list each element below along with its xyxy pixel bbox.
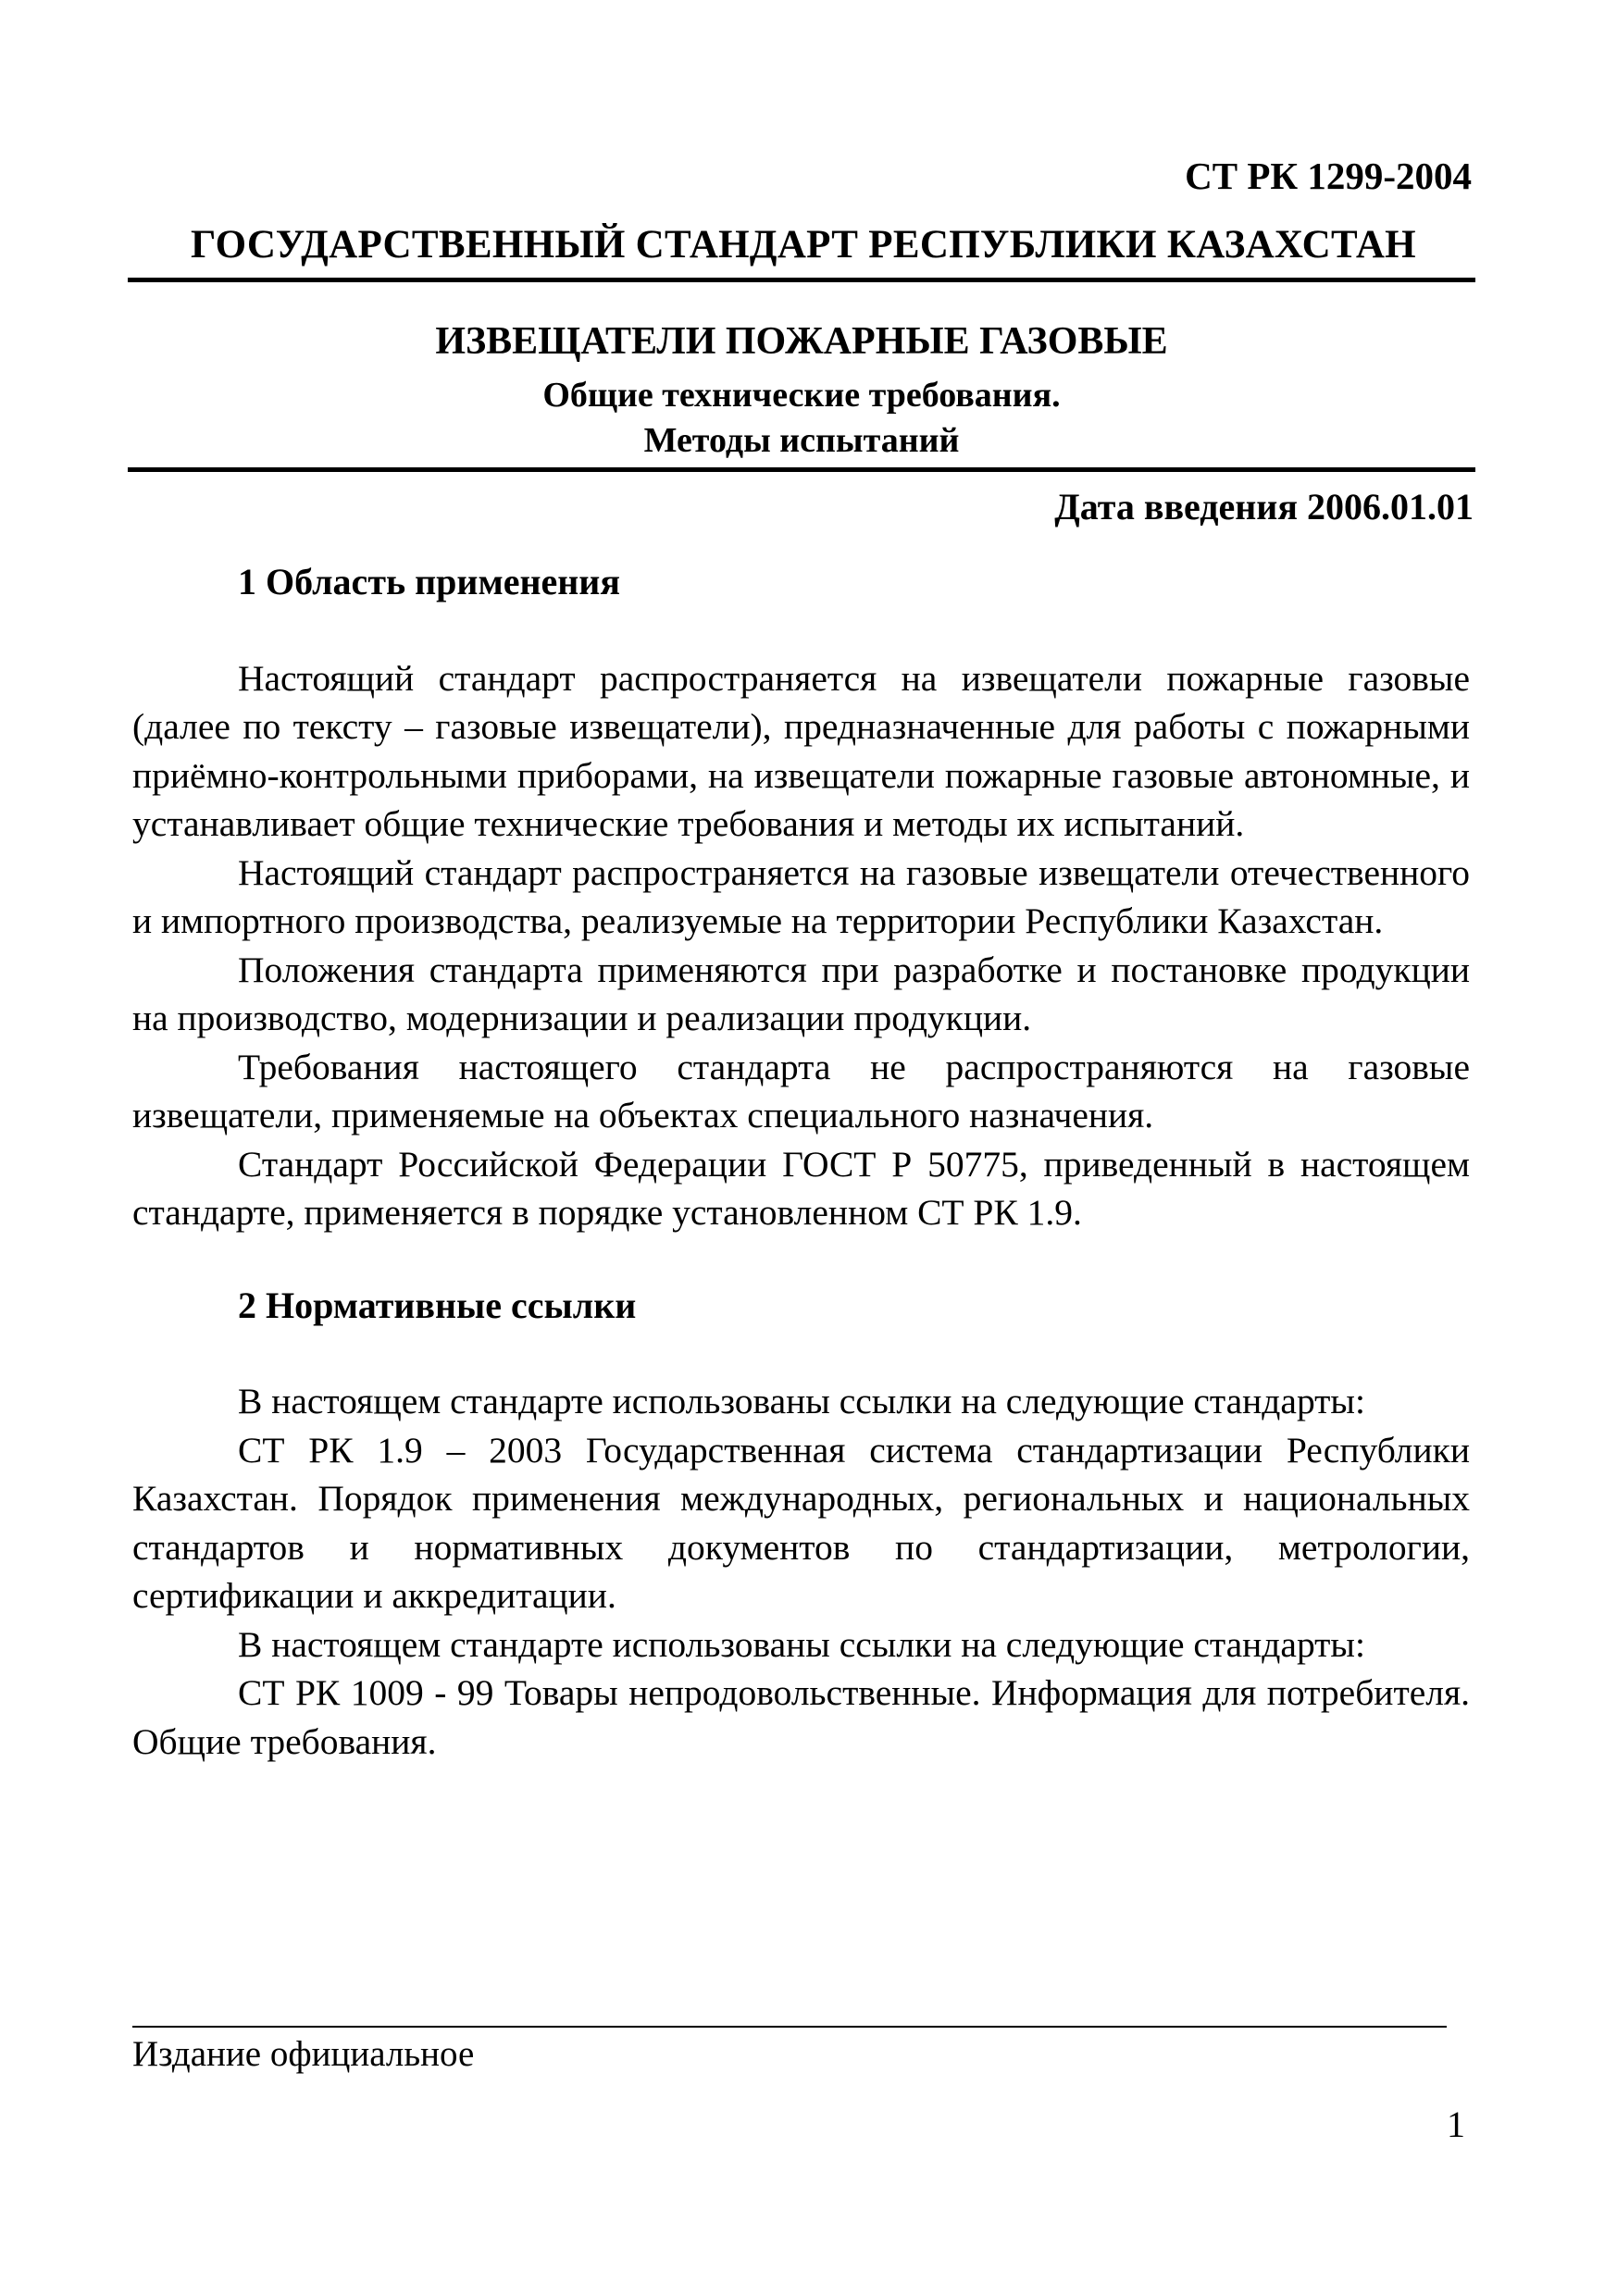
header-rule: [128, 278, 1475, 282]
state-standard-title: ГОСУДАРСТВЕННЫЙ СТАНДАРТ РЕСПУБЛИКИ КАЗАХСТАН: [191, 223, 1416, 267]
section-2-paragraph: В настоящем стандарте использованы ссылки на следующие стандарты:: [238, 1381, 1365, 1421]
section-2-heading: 2 Нормативные ссылки: [238, 1284, 637, 1326]
section-2-paragraph: СТ РК 1.9 – 2003 Государственная система стандартизации Республики Казахстан. Порядок применения международных, региональных и национальных стандартов и нормативных документов по стандартизации, метрологии, сертификации и аккредитации.: [132, 1429, 1470, 1616]
section-1-paragraph: Требования настоящего стандарта не распространяются на газовые извещатели, применяемые на объектах специального назначения.: [132, 1046, 1470, 1136]
document-body: [132, 558, 1470, 1766]
standard-subtitle-1: Общие технические требования.: [542, 376, 1061, 415]
section-1-paragraph: Положения стандарта применяются при разработке и постановке продукции на производство, модернизации и реализации продукции.: [132, 949, 1470, 1038]
section-2-paragraph: СТ РК 1009 - 99 Товары непродовольственные. Информация для потребителя. Общие требования.: [132, 1672, 1470, 1762]
standard-title: ИЗВЕЩАТЕЛИ ПОЖАРНЫЕ ГАЗОВЫЕ: [435, 320, 1168, 363]
document-code: СТ РК 1299-2004: [1185, 155, 1472, 197]
section-2-paragraph: В настоящем стандарте использованы ссылки на следующие стандарты:: [238, 1623, 1365, 1665]
title-rule: [128, 467, 1475, 472]
section-1-heading: 1 Область применения: [238, 561, 620, 602]
edition-note: Издание официальное: [132, 2034, 475, 2074]
introduction-date: Дата введения 2006.01.01: [1054, 486, 1474, 527]
footer-rule: [132, 2026, 1447, 2028]
page-number: 1: [1447, 2104, 1465, 2145]
section-1-paragraph: Настоящий стандарт распространяется на газовые извещатели отечественного и импортного производства, реализуемые на территории Республики Казахстан.: [132, 851, 1470, 941]
section-1-paragraph: Стандарт Российской Федерации ГОСТ Р 50775, приведенный в настоящем стандарте, применяется в порядке установленном СТ РК 1.9.: [132, 1143, 1470, 1233]
standard-subtitle-2: Методы испытаний: [643, 421, 960, 460]
section-1-paragraph: Настоящий стандарт распространяется на извещатели пожарные газовые (далее по тексту – газовые извещатели), предназначенные для работы с пожарными приёмно-контрольными приборами, на извещатели пожарные газовые автономные, и устанавливает общие технические требования и методы их испытаний.: [132, 657, 1470, 844]
